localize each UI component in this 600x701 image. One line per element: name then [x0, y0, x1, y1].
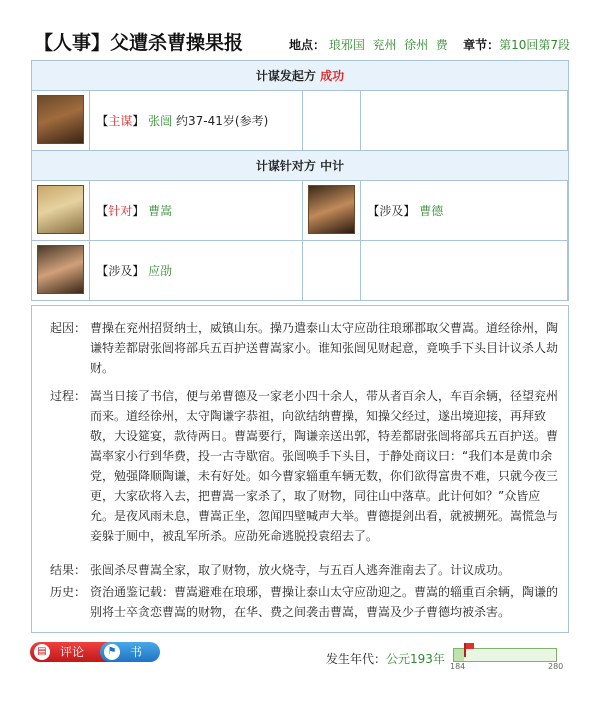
page-title: 【人事】父遭杀曹操果报: [34, 32, 244, 54]
empty-cell: [568, 241, 569, 301]
portrait-cao-song[interactable]: [37, 185, 84, 234]
footer-bar: [0, 640, 600, 679]
result-label: 结果：: [50, 563, 87, 577]
timeline-slider[interactable]: [453, 648, 557, 662]
location-label: 地点：: [288, 38, 325, 52]
initiator-role: 主谋: [108, 114, 133, 128]
location-link-yanzhou[interactable]: 兖州: [372, 38, 397, 52]
empty-info-cell: [361, 91, 568, 151]
empty-info-cell: [361, 241, 568, 301]
target-name-link[interactable]: 曹嵩: [148, 204, 173, 218]
target-portrait-cell: [32, 181, 90, 241]
target-section-label: 计谋针对方 中计: [255, 159, 345, 173]
result-paragraph: [50, 560, 560, 580]
location-link-fei[interactable]: 费: [435, 38, 448, 52]
cause-label: 起因：: [50, 321, 87, 335]
history-paragraph: [50, 582, 560, 622]
history-label: 历史：: [50, 585, 87, 599]
process-text: 嵩当日接了书信，便与弟曹德及一家老小四十余人，带从者百余人，车百余辆，径望兖州而来。道经徐州，太守陶谦字恭祖，向欲结纳曹操，知操父经过，遂出境迎接，再拜致敬，大设筵宴，款待两日。曹嵩要行，陶谦亲送出郭，特差都尉张闿将部兵五百护送。曹嵩率家小行到华费，投一古寺歇宿。张闿唤手下头目，于静处商议曰：“我们本是黄巾余党，勉强降顺陶谦，未有好处。如今曹家辎重车辆无数，你们欲得富贵不难，只就今夜三更，大家砍将入去，把曹嵩一家杀了，取了财物，同往山中落草。此计何如？”众皆应允。是夜风雨未息，曹嵩正坐，忽闻四壁喊声大举。曹德提剑出看，就被搠死。嵩慌急与妾躲于厕中，被乱军所杀。应劭死命逃脱投袁绍去了。: [90, 389, 559, 543]
empty-cell: [568, 91, 569, 151]
initiator-section-label: 计谋发起方: [255, 69, 316, 83]
location-link-langya[interactable]: 琅邪国: [328, 38, 365, 52]
bookmark-icon: ⚑: [104, 644, 120, 660]
scheme-result-badge: 成功: [320, 69, 345, 83]
involved-info: 【涉及】 曹德: [361, 181, 568, 241]
involved-role: 涉及: [379, 204, 404, 218]
involved-info: 【涉及】 应劭: [90, 241, 303, 301]
history-text: 资治通鉴记载：曹嵩避难在琅琊，曹操让泰山太守应劭迎之。曹嵩的辎重百余辆，陶谦的别将士卒贪恋曹嵩的财物，在华、费之间袭击曹嵩，曹嵩及少子曹德均被杀害。: [90, 585, 559, 619]
involved-name-link[interactable]: 曹德: [419, 204, 444, 218]
event-header: [30, 28, 570, 56]
bookmark-button-label: 书签: [130, 645, 143, 679]
year-value: 公元193年: [386, 652, 445, 666]
empty-portrait-cell: [303, 241, 361, 301]
involved-name-link[interactable]: 应劭: [148, 264, 173, 278]
involved-portrait-cell: [303, 181, 361, 241]
initiator-section-header: [32, 61, 569, 91]
process-label: 过程：: [50, 389, 87, 403]
empty-cell: [568, 181, 569, 241]
initiator-info: 【主谋】 张闿 约37-41岁(参考): [90, 91, 303, 151]
chapter-label: 章节：: [463, 38, 500, 52]
involved-role: 涉及: [108, 264, 133, 278]
comment-icon: ▤: [34, 644, 50, 660]
target-section-header: [32, 151, 569, 181]
cause-paragraph: [50, 318, 560, 378]
initiator-portrait-cell: [32, 91, 90, 151]
target-info: 【针对】 曹嵩: [90, 181, 303, 241]
year-label: 发生年代：: [326, 652, 387, 666]
bookmark-button[interactable]: [100, 642, 160, 679]
portrait-zhang-kai[interactable]: [37, 95, 84, 144]
comment-button-label: 评论: [60, 645, 85, 659]
cause-text: 曹操在兖州招贤纳士，威镇山东。操乃遣泰山太守应劭往琅琊郡取父曹嵩。道经徐州，陶谦特差都尉张闿将部兵五百护送曹嵩家小。谁知张闿见财起意，竟唤手下头目计议杀人劫财。: [90, 321, 559, 375]
portrait-ying-shao[interactable]: [37, 245, 84, 294]
event-meta: [289, 36, 570, 53]
location-link-xuzhou[interactable]: 徐州: [404, 38, 429, 52]
participants-table: [31, 60, 569, 301]
occurrence-year: [326, 650, 445, 667]
initiator-age: 约37-41岁(参考): [176, 114, 269, 128]
timeline-fill: [454, 649, 464, 661]
portrait-cao-de[interactable]: [308, 185, 355, 234]
flag-icon: [464, 643, 466, 657]
result-text: 张闿杀尽曹嵩全家，取了财物，放火烧寺，与五百人逃奔淮南去了。计议成功。: [90, 563, 511, 577]
process-paragraph: [50, 386, 560, 546]
involved-portrait-cell: [32, 241, 90, 301]
initiator-name-link[interactable]: 张闿: [148, 114, 173, 128]
chapter-link[interactable]: 第10回第7段: [499, 38, 570, 52]
event-details-panel: [31, 305, 569, 633]
empty-portrait-cell: [303, 91, 361, 151]
target-role: 针对: [108, 204, 133, 218]
timeline-min: 184: [450, 662, 466, 671]
timeline-max: 280: [548, 662, 564, 671]
